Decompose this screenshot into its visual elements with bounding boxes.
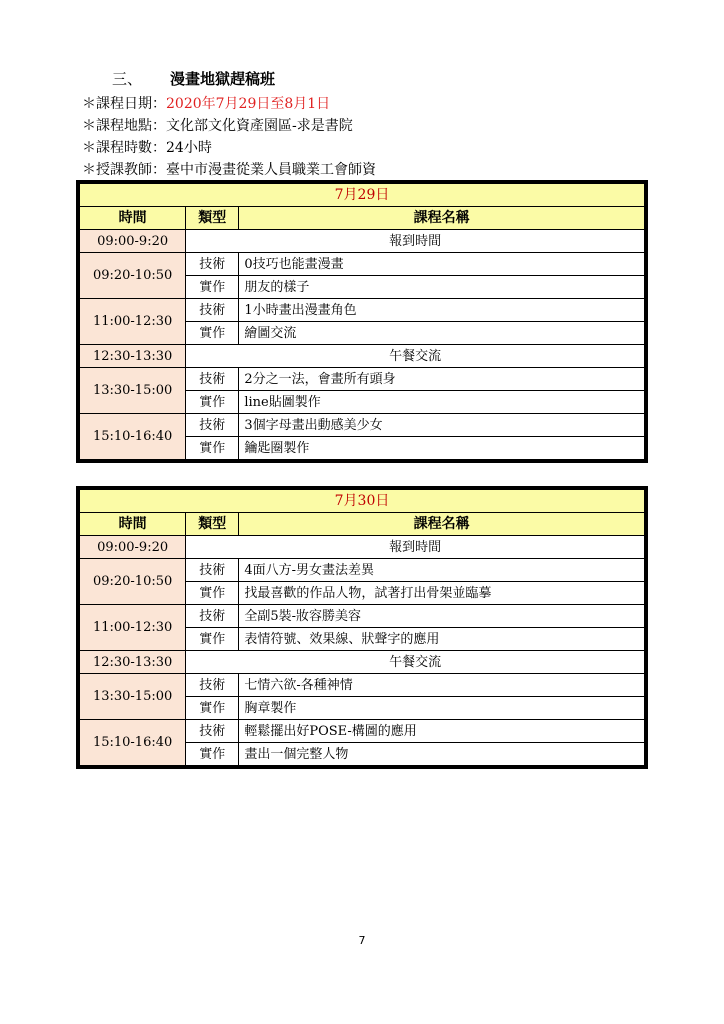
time-cell: 12:30-13:30 — [80, 651, 186, 674]
info-list — [82, 93, 376, 181]
table-row — [80, 345, 645, 368]
column-header-time: 時間 — [80, 513, 186, 536]
type-cell: 實作 — [186, 322, 239, 345]
header-row — [80, 207, 645, 230]
session-cell: 報到時間 — [186, 536, 645, 559]
course-name-cell: 朋友的樣子 — [239, 276, 645, 299]
type-cell: 技術 — [186, 674, 239, 697]
type-cell: 實作 — [186, 628, 239, 651]
column-header-time: 時間 — [80, 207, 186, 230]
type-cell: 實作 — [186, 743, 239, 766]
column-header-course: 課程名稱 — [239, 207, 645, 230]
table-row — [80, 651, 645, 674]
session-cell: 報到時間 — [186, 230, 645, 253]
type-cell: 技術 — [186, 605, 239, 628]
date-cell: 7月29日 — [80, 184, 645, 207]
info-teacher — [82, 159, 376, 181]
column-header-type: 類型 — [186, 513, 239, 536]
time-cell: 09:20-10:50 — [80, 559, 186, 605]
course-name-cell: 鑰匙圈製作 — [239, 437, 645, 460]
time-cell: 09:20-10:50 — [80, 253, 186, 299]
type-cell: 實作 — [186, 437, 239, 460]
time-cell: 11:00-12:30 — [80, 299, 186, 345]
course-name-cell: 畫出一個完整人物 — [239, 743, 645, 766]
column-header-type: 類型 — [186, 207, 239, 230]
session-cell: 午餐交流 — [186, 651, 645, 674]
info-label: ＊課程日期： — [82, 96, 166, 112]
info-value: 2020年7月29日至8月1日 — [166, 96, 331, 112]
type-cell: 實作 — [186, 391, 239, 414]
time-cell: 15:10-16:40 — [80, 720, 186, 766]
section-title: 漫畫地獄趕稿班 — [170, 70, 276, 88]
course-name-cell: 0技巧也能畫漫畫 — [239, 253, 645, 276]
type-cell: 技術 — [186, 720, 239, 743]
course-name-cell: 找最喜歡的作品人物，試著打出骨架並臨摹 — [239, 582, 645, 605]
course-name-cell: 4面八方-男女畫法差異 — [239, 559, 645, 582]
time-cell: 13:30-15:00 — [80, 674, 186, 720]
time-cell: 15:10-16:40 — [80, 414, 186, 460]
type-cell: 技術 — [186, 368, 239, 391]
info-value: 臺中市漫畫從業人員職業工會師資 — [166, 162, 376, 178]
info-hours — [82, 137, 376, 159]
table-row — [80, 605, 645, 628]
type-cell: 實作 — [186, 697, 239, 720]
time-cell: 09:00-9:20 — [80, 230, 186, 253]
table-row — [80, 368, 645, 391]
info-label: ＊課程地點： — [82, 118, 166, 134]
type-cell: 實作 — [186, 582, 239, 605]
course-name-cell: 1小時畫出漫畫角色 — [239, 299, 645, 322]
course-name-cell: 胸章製作 — [239, 697, 645, 720]
course-name-cell: line貼圖製作 — [239, 391, 645, 414]
date-row — [80, 184, 645, 207]
column-header-course: 課程名稱 — [239, 513, 645, 536]
info-label: ＊授課教師： — [82, 162, 166, 178]
table-row — [80, 414, 645, 437]
type-cell: 技術 — [186, 559, 239, 582]
table-row — [80, 720, 645, 743]
table-row — [80, 559, 645, 582]
course-name-cell: 繪圖交流 — [239, 322, 645, 345]
course-name-cell: 3個字母畫出動感美少女 — [239, 414, 645, 437]
table-row — [80, 253, 645, 276]
course-name-cell: 七情六欲-各種神情 — [239, 674, 645, 697]
table-row — [80, 230, 645, 253]
type-cell: 技術 — [186, 414, 239, 437]
schedule-grid — [79, 183, 645, 460]
table-row — [80, 674, 645, 697]
schedule-grid — [79, 489, 645, 766]
type-cell: 技術 — [186, 299, 239, 322]
info-date — [82, 93, 376, 115]
time-cell: 12:30-13:30 — [80, 345, 186, 368]
date-cell: 7月30日 — [80, 490, 645, 513]
time-cell: 13:30-15:00 — [80, 368, 186, 414]
course-name-cell: 輕鬆擺出好POSE-構圖的應用 — [239, 720, 645, 743]
type-cell: 技術 — [186, 253, 239, 276]
info-label: ＊課程時數： — [82, 140, 166, 156]
schedule-table-day1 — [76, 180, 648, 463]
course-name-cell: 表情符號、效果線、狀聲字的應用 — [239, 628, 645, 651]
course-name-cell: 2分之一法，會畫所有頭身 — [239, 368, 645, 391]
info-location — [82, 115, 376, 137]
time-cell: 09:00-9:20 — [80, 536, 186, 559]
info-value: 24小時 — [166, 140, 212, 156]
table-row — [80, 299, 645, 322]
time-cell: 11:00-12:30 — [80, 605, 186, 651]
schedule-table-day2 — [76, 486, 648, 769]
info-value: 文化部文化資產園區-求是書院 — [166, 118, 353, 134]
section-number: 三、 — [112, 70, 143, 88]
section-heading — [112, 68, 275, 89]
date-row — [80, 490, 645, 513]
table-row — [80, 536, 645, 559]
header-row — [80, 513, 645, 536]
page-number: 7 — [358, 934, 366, 947]
session-cell: 午餐交流 — [186, 345, 645, 368]
course-name-cell: 全副5裝-妝容勝美容 — [239, 605, 645, 628]
type-cell: 實作 — [186, 276, 239, 299]
